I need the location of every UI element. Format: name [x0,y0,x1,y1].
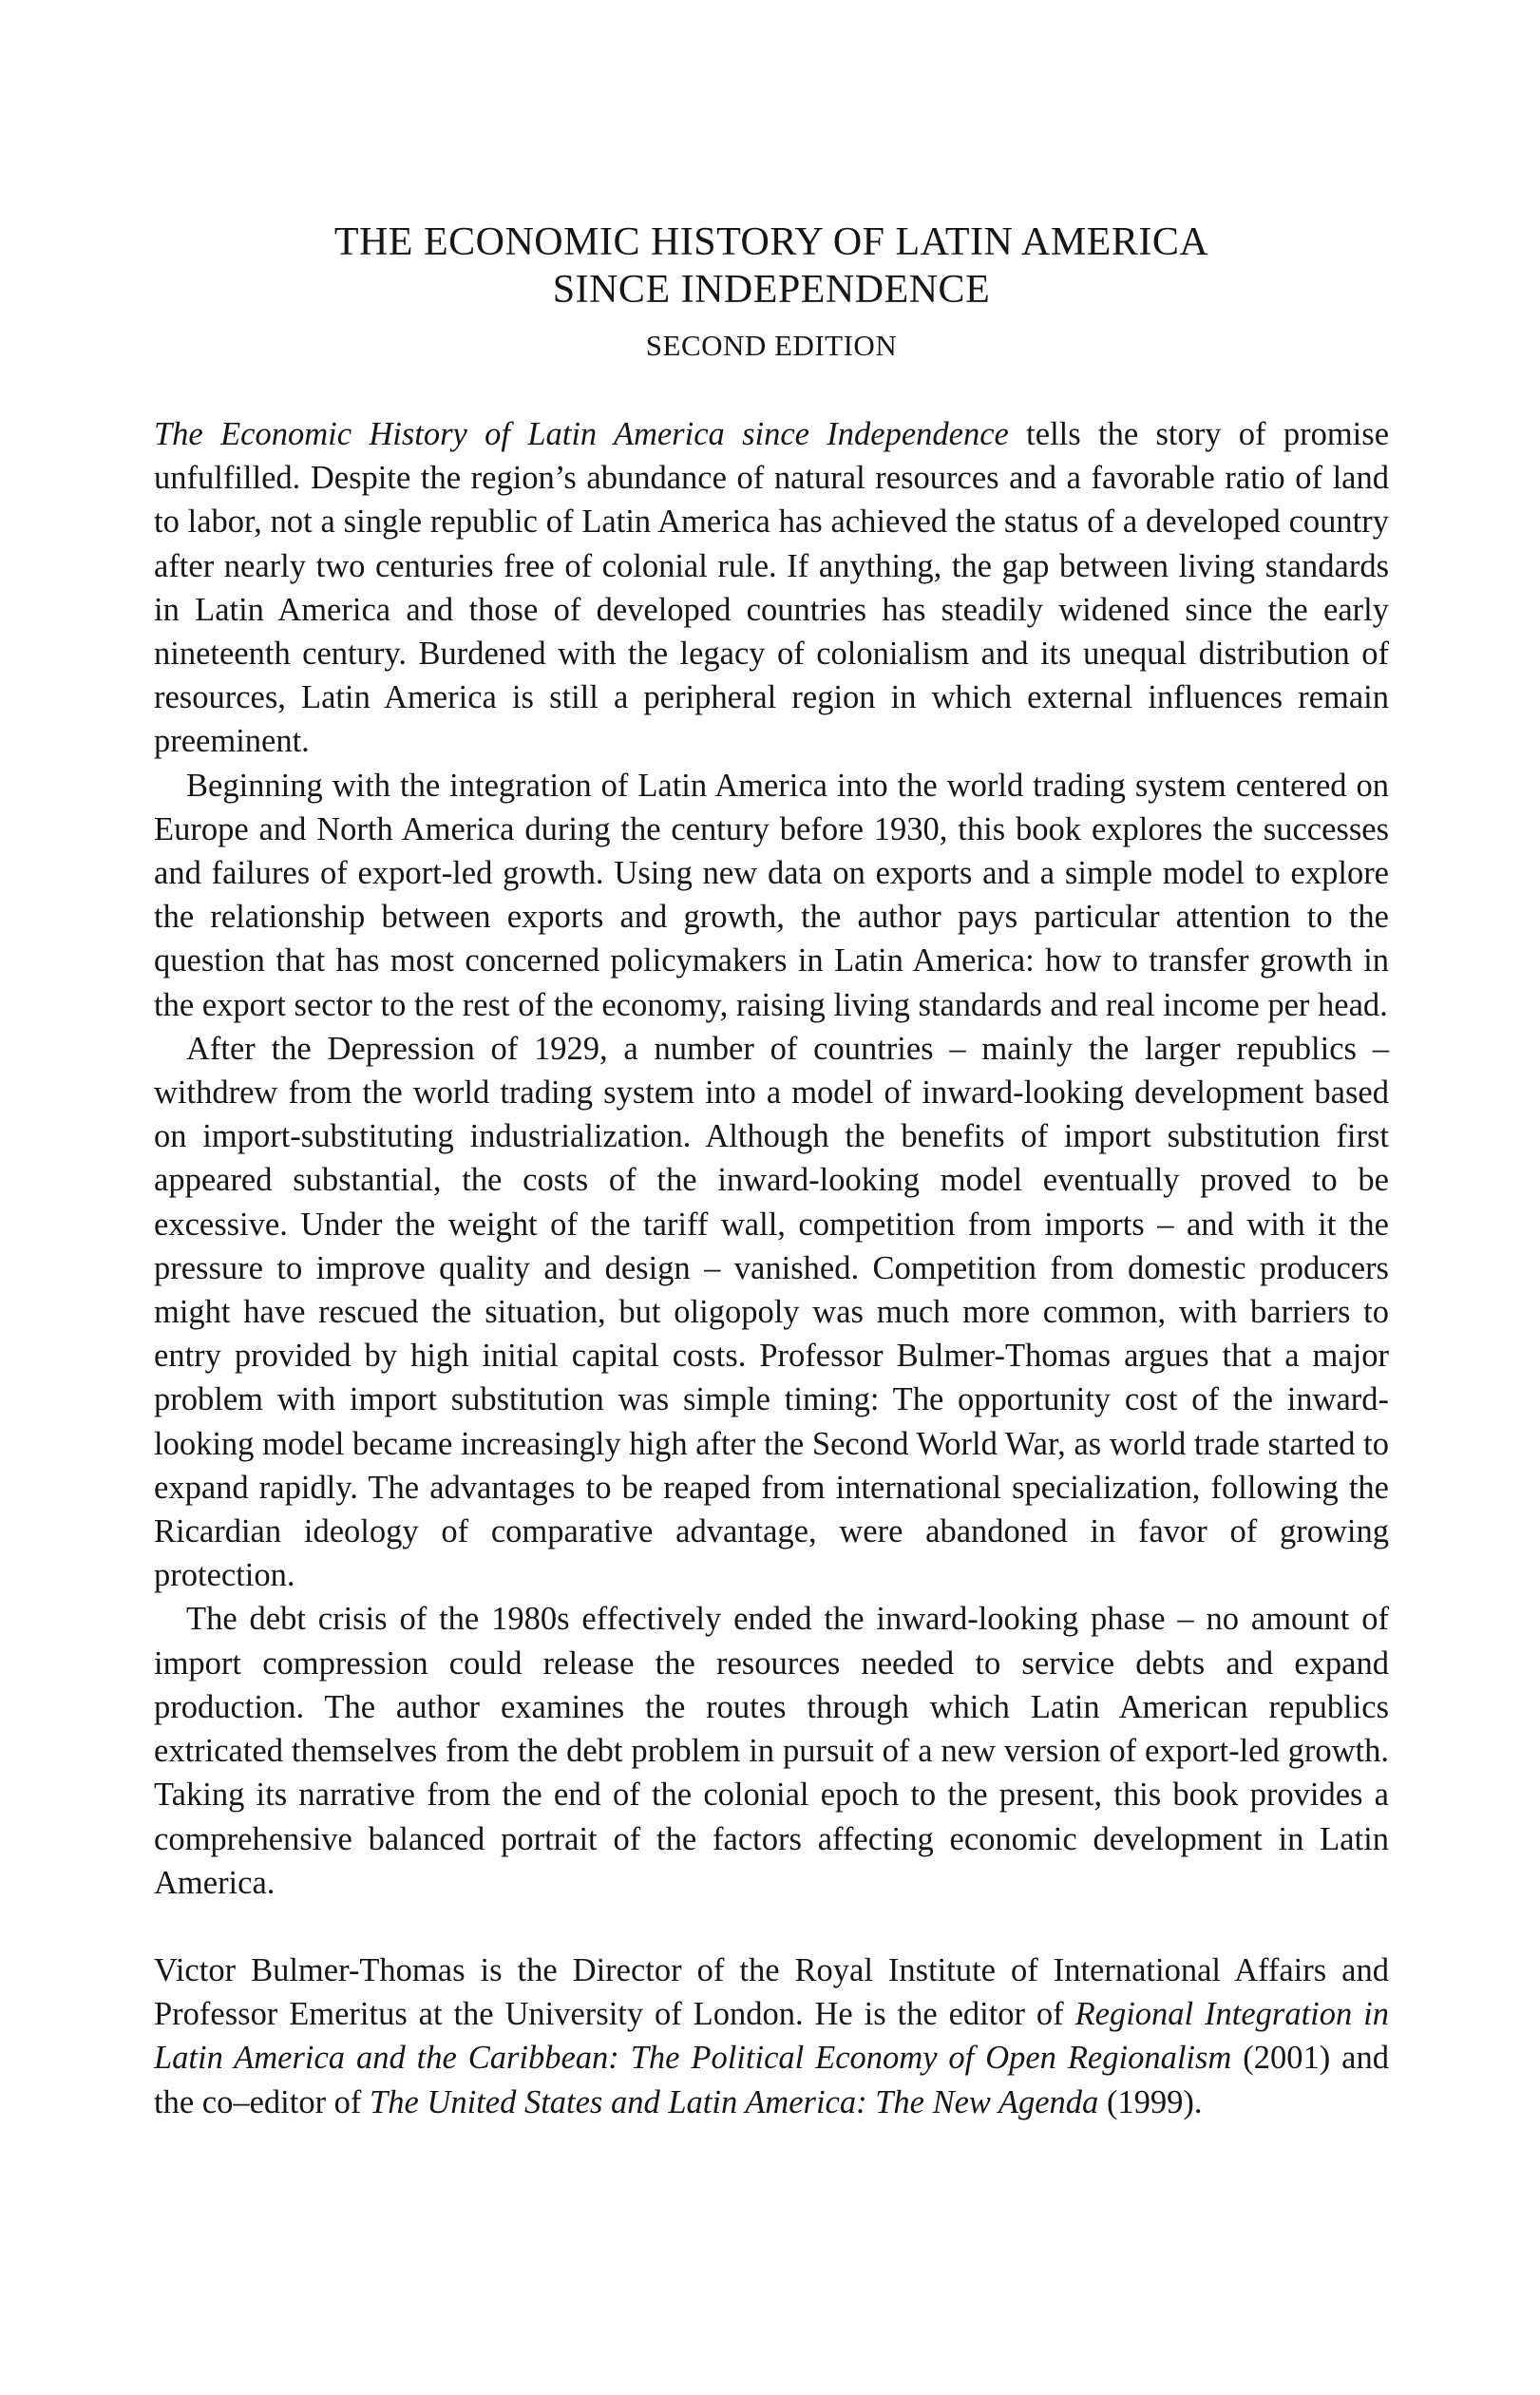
author-bio-paragraph [154,1948,1389,2124]
book-title-line-1: THE ECONOMIC HISTORY OF LATIN AMERICA [333,220,1209,264]
paragraph-4: The debt crisis of the 1980s effectively ended the inward-looking phase – no amount of import compression could release the resources needed to service debts and expand production. The author examines the routes through which Latin American republics extricated themselves from the debt problem in pursuit of a new version of export-led growth. Taking its narrative from the end of the colonial epoch to the present, this book provides a comprehensive balanced portrait of the factors affecting economic development in Latin America. [154,1601,1389,1901]
author-bio [154,1948,1389,2124]
paragraph-1-text: tells the story of promise unfulfilled. Despite the region’s abundance of natural resources and a favorable ratio of land to labor, not a single republic of Latin America has achieved the status of a developed country after nearly two centuries free of colonial rule. If anything, the gap between living standards in Latin America and those of developed countries has steadily widened since the early nineteenth century. Burdened with the legacy of colonialism and its unequal distribution of resources, Latin America is still a peripheral region in which external influences remain preeminent. [154,416,1390,760]
paragraph-1 [154,412,1389,764]
bio-text-1: Victor Bulmer-Thomas is the Director of the Royal Institute of International Affairs and Professor Emeritus at the University of London. He is the editor of [154,1951,1389,2033]
bio-book-title-2: The United States and Latin America: The New Agenda [370,2083,1099,2120]
book-title [154,219,1389,314]
paragraph-2: Beginning with the integration of Latin America into the world trading system centered on Europe and North America during the century before 1930, this book explores the successes and failures of export-led growth. Using new data on exports and a simple model to explore the relationship between exports and growth, the author pays particular attention to the question that has most concerned policymakers in Latin America: how to transfer growth in the export sector to the rest of the economy, raising living standards and real income per head. [154,767,1389,1023]
edition-label: SECOND EDITION [645,329,898,362]
paragraph-3: After the Depression of 1929, a number of countries – mainly the larger republics – withdrew from the world trading system into a model of inward-looking development based on import-substituting industrialization. Although the benefits of import substitution first appeared substantial, the costs of the inward-looking model eventually proved to be excessive. Under the weight of the tariff wall, competition from imports – and with it the pressure to improve quality and design – vanished. Competition from domestic producers might have rescued the situation, but oligopoly was much more common, with barriers to entry provided by high initial capital costs. Professor Bulmer-Thomas argues that a major problem with import substitution was simple timing: The opportunity cost of the inward-looking model became increasingly high after the Second World War, as world trade started to expand rapidly. The advantages to be reaped from international specialization, following the Ricardian ideology of comparative advantage, were abandoned in favor of growing protection. [154,1030,1389,1594]
bio-book-title-1: Regional Integration in Latin America and the Caribbean: The Political Economy of Open Regionalism [154,1996,1389,2077]
bio-text-2: (2001) and the co–editor of [154,2040,1389,2120]
bio-text-3: (1999). [1098,2083,1203,2120]
book-title-italic: The Economic History of Latin America since Independence [154,416,1009,452]
book-title-line-2: SINCE INDEPENDENCE [552,268,991,312]
book-description-page [154,219,1389,2124]
description-body [154,412,1389,1905]
